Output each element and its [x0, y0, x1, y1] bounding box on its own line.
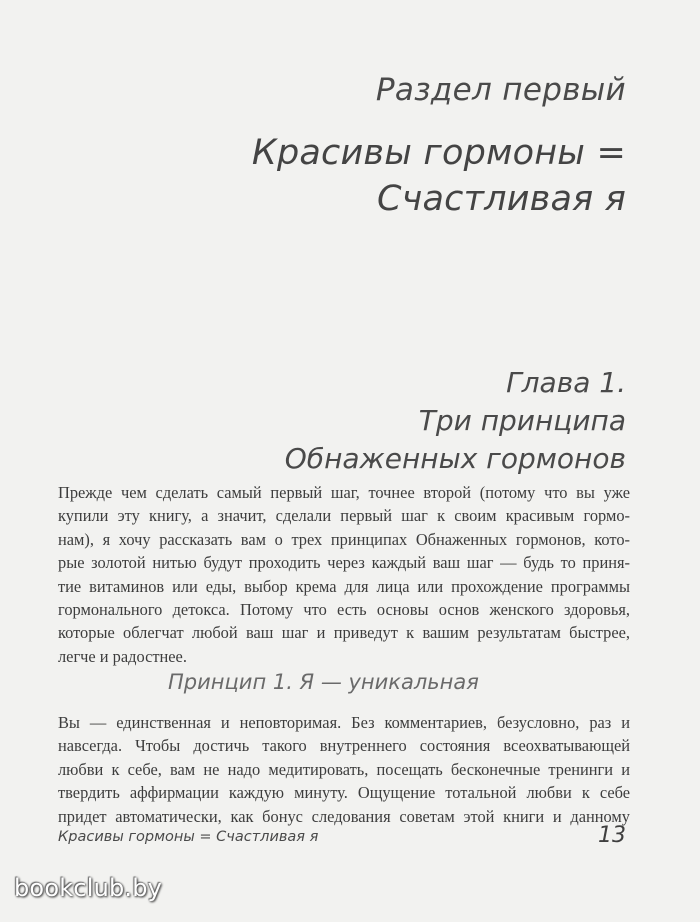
- section-title: [252, 130, 626, 222]
- paragraph-line: гормонального детокса. Потому что есть основы основ женского здоровья,: [58, 600, 630, 620]
- site-watermark: bookclub.by: [14, 874, 163, 902]
- section-label: Раздел первый: [375, 72, 626, 108]
- intro-paragraph: [58, 481, 630, 668]
- paragraph-line: Вы — единственная и неповторимая. Без комментариев, безусловно, раз и: [58, 713, 630, 732]
- paragraph-line: рые золотой нитью будут проходить через каждый ваш шаг — будь то приня-: [58, 553, 630, 573]
- principle-paragraph: [58, 711, 630, 828]
- paragraph-line: легче и радостнее.: [58, 646, 187, 666]
- paragraph-line: Прежде чем сделать самый первый шаг, точнее второй (потому что вы уже: [58, 483, 630, 502]
- chapter-title-line: Три принципа: [418, 404, 626, 437]
- page-number: 13: [598, 823, 626, 848]
- paragraph-line: твердить аффирмации каждую минуту. Ощущение тотальной любви к себе: [58, 783, 630, 803]
- running-footer-title: Красивы гормоны = Счастливая я: [58, 829, 319, 845]
- paragraph-line: навсегда. Чтобы достичь такого внутреннего состояния всеохватывающей: [58, 736, 630, 756]
- paragraph-line: тие витаминов или еды, выбор крема для лица или прохождение программы: [58, 576, 630, 596]
- chapter-title-line: Глава 1.: [506, 366, 626, 399]
- paragraph-line: нам), я хочу рассказать вам о трех принципах Обнаженных гормонов, кото-: [58, 529, 630, 549]
- paragraph-line: придет автоматически, как бонус следования советам этой книги и данному: [58, 806, 630, 826]
- section-title-line: Счастливая я: [376, 179, 626, 219]
- chapter-title: [285, 364, 626, 478]
- section-title-line: Красивы гормоны =: [251, 133, 626, 173]
- paragraph-line: любви к себе, вам не надо медитировать, посещать бесконечные тренинги и: [58, 759, 630, 779]
- principle-heading: Принцип 1. Я — уникальная: [168, 670, 479, 694]
- paragraph-line: купили эту книгу, а значит, сделали первый шаг к своим красивым гормо-: [58, 506, 630, 526]
- paragraph-line: которые облегчат любой ваш шаг и приведут к вашим результатам быстрее,: [58, 623, 630, 643]
- chapter-title-line: Обнаженных гормонов: [284, 442, 626, 475]
